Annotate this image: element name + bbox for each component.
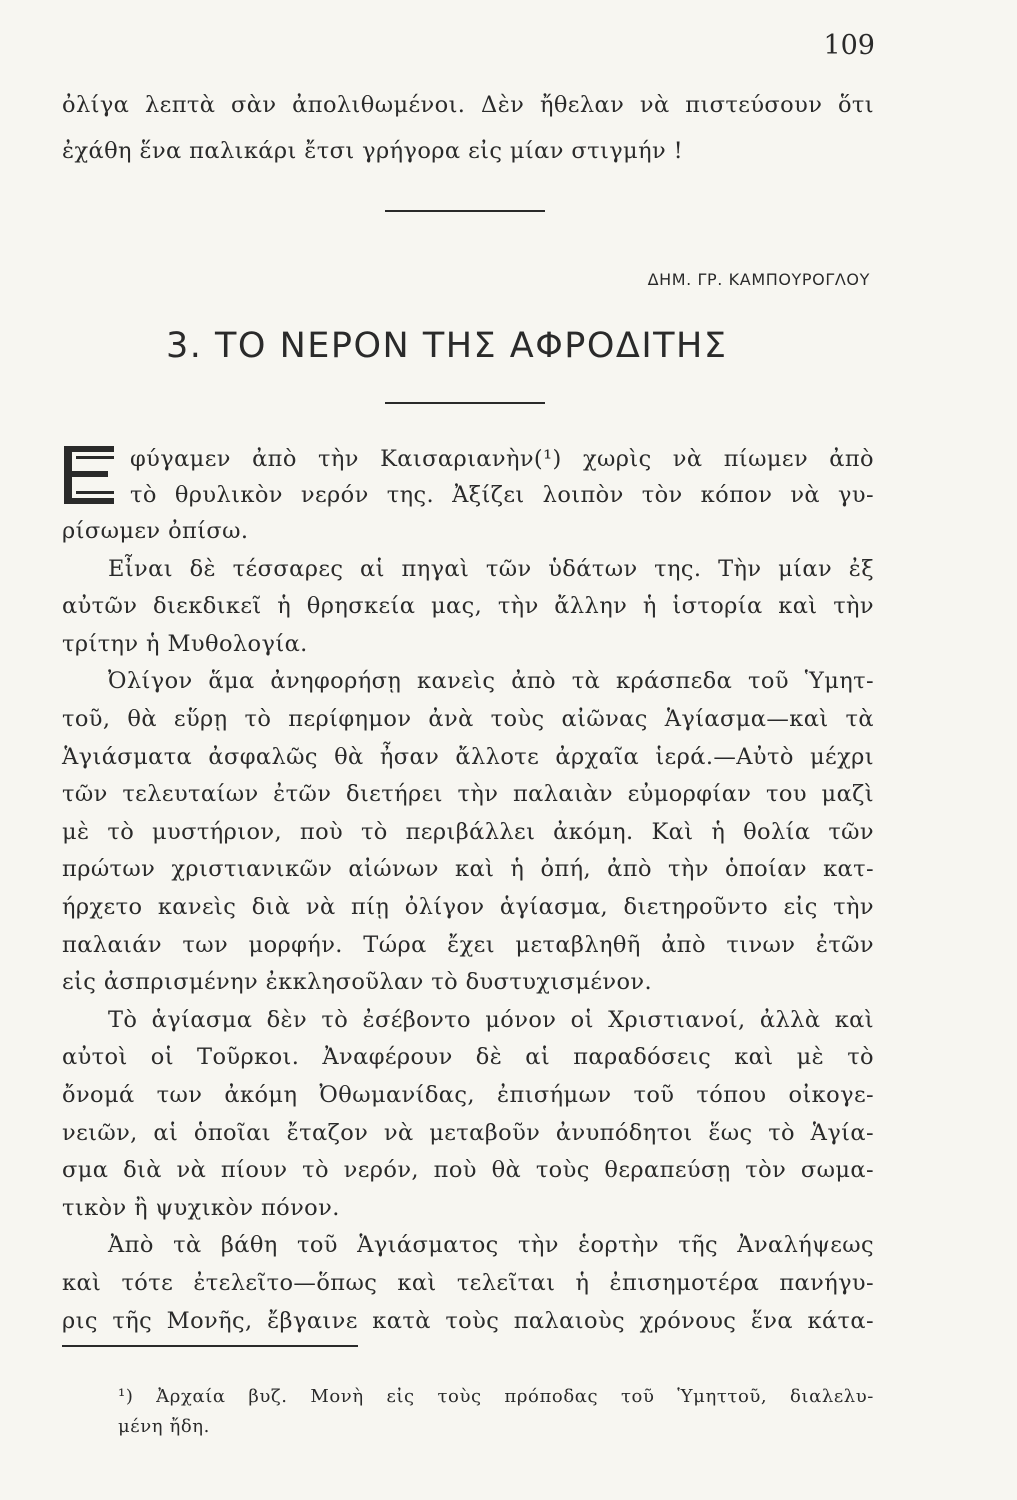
body-line: πρώτων χριστιανικῶν αἰώνων καὶ ἡ ὀπή, ἀπὸ τὴν ὁποίαν κατ- [62, 856, 874, 883]
body-line: αὐτῶν διεκδικεῖ ἡ θρησκεία μας, τὴν ἄλλην ἡ ἱστορία καὶ τὴν [62, 593, 874, 620]
footnote-line: μένη ἤδη. [118, 1416, 210, 1437]
body-line: νειῶν, αἱ ὁποῖαι ἔταζον νὰ μεταβοῦν ἀνυπόδητοι ἕως τὸ Ἁγία- [62, 1119, 874, 1146]
body-line: τοῦ, θὰ εὕρῃ τὸ περίφημον ἀνὰ τοὺς αἰῶνας Ἁγίασμα—καὶ τὰ [62, 706, 874, 732]
divider-rule [385, 210, 545, 212]
author-name: ΔΗΜ. ΓΡ. ΚΑΜΠΟΥΡΟΓΛΟΥ [647, 270, 870, 289]
body-line: ρις τῆς Μονῆς, ἔβγαινε κατὰ τοὺς παλαιοὺς χρόνους ἕνα κάτα- [62, 1307, 874, 1334]
section-title: 3. ΤΟ ΝΕΡΟΝ ΤΗΣ ΑΦΡΟΔΙΤΗΣ [166, 326, 728, 366]
body-line: καὶ τότε ἐτελεῖτο—ὅπως καὶ τελεῖται ἡ ἐπισημοτέρα πανήγυ- [62, 1270, 874, 1296]
footnote-rule [62, 1345, 358, 1347]
body-line: τὸ θρυλικὸν νερόν της. Ἀξίζει λοιπὸν τὸν κόπον νὰ γυ- [130, 482, 874, 508]
body-line: ὀλίγα λεπτὰ σὰν ἀπολιθωμένοι. Δὲν ἤθελαν νὰ πιστεύσουν ὅτι [62, 92, 874, 118]
body-line: Ἁγιάσματα ἀσφαλῶς θὰ ἦσαν ἄλλοτε ἀρχαῖα ἱερά.—Αὐτὸ μέχρι [62, 743, 874, 770]
body-line: αὐτοὶ οἱ Τοῦρκοι. Ἀναφέρουν δὲ αἱ παραδόσεις καὶ μὲ τὸ [62, 1044, 874, 1071]
body-line: φύγαμεν ἀπὸ τὴν Καισαριανὴν(¹) χωρὶς νὰ πίωμεν ἀπὸ [130, 446, 874, 472]
body-line: τρίτην ἡ Μυθολογία. [62, 630, 308, 657]
body-line: ἐχάθη ἕνα παλικάρι ἔτσι γρήγορα εἰς μίαν στιγμήν ! [62, 138, 684, 164]
divider-rule [385, 402, 545, 404]
body-line: τικὸν ἢ ψυχικὸν πόνον. [62, 1194, 340, 1221]
page-number: 109 [823, 30, 875, 61]
body-line: Τὸ ἁγίασμα δὲν τὸ ἐσέβοντο μόνον οἱ Χριστιανοί, ἀλλὰ καὶ [108, 1006, 874, 1033]
body-line: παλαιάν των μορφήν. Τώρα ἔχει μεταβληθῆ ἀπὸ τινων ἐτῶν [62, 931, 874, 958]
body-line: Εἶναι δὲ τέσσαρες αἱ πηγαὶ τῶν ὑδάτων της. Τὴν μίαν ἐξ [108, 555, 874, 582]
body-line: ὄνομά των ἀκόμη Ὀθωμανίδας, ἐπισήμων τοῦ τόπου οἰκογε- [62, 1082, 874, 1108]
body-line: Ὀλίγον ἅμα ἀνηφορήσῃ κανεὶς ἀπὸ τὰ κράσπεδα τοῦ Ὑμητ- [108, 668, 874, 695]
body-line: ήρχετο κανεὶς διὰ νὰ πίῃ ὀλίγον ἁγίασμα, διετηροῦντο εἰς τὴν [62, 894, 874, 920]
footnote-line: ¹) Ἀρχαία βυζ. Μονὴ εἰς τοὺς πρόποδας τοῦ Ὑμηττοῦ, διαλελυ- [118, 1386, 874, 1407]
body-line: εἰς ἀσπρισμένην ἐκκλησοῦλαν τὸ δυστυχισμένον. [62, 969, 653, 996]
drop-cap [62, 444, 116, 506]
body-line: Ἀπὸ τὰ βάθη τοῦ Ἁγιάσματος τὴν ἑορτὴν τῆς Ἀναλήψεως [108, 1232, 874, 1259]
body-line: τῶν τελευταίων ἐτῶν διετήρει τὴν παλαιὰν εὐμορφίαν του μαζὶ [62, 781, 874, 808]
svg-text:Ε: Ε [62, 444, 63, 445]
body-line: μὲ τὸ μυστήριον, ποὺ τὸ περιβάλλει ἀκόμη. Καὶ ἡ θολία τῶν [62, 818, 874, 845]
body-line: σμα διὰ νὰ πίουν τὸ νερόν, ποὺ θὰ τοὺς θεραπεύσῃ τὸν σωμα- [62, 1157, 874, 1184]
body-line: ρίσωμεν ὀπίσω. [62, 518, 249, 544]
